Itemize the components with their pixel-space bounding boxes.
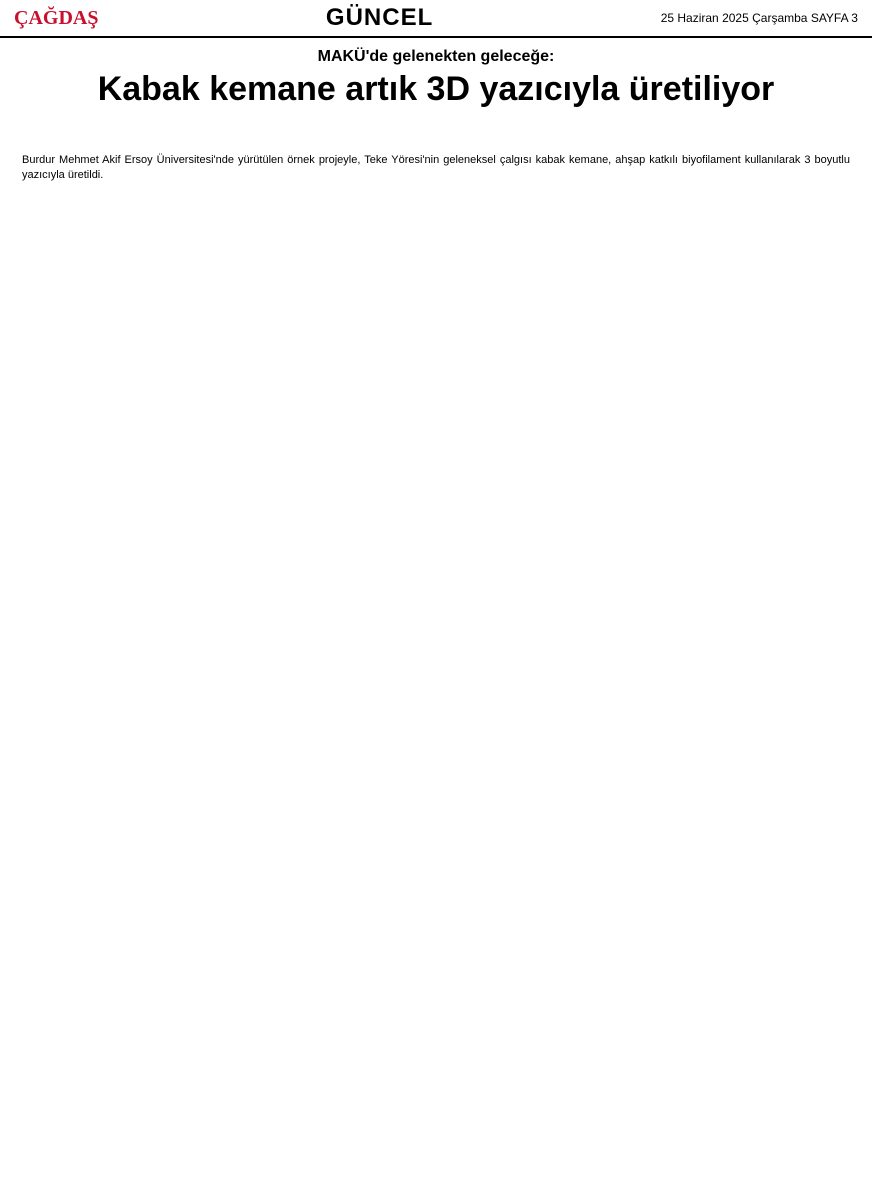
issue-weekday: Çarşamba bbox=[752, 11, 808, 25]
article-lead: Burdur Mehmet Akif Ersoy Üniversitesi'nde yürütülen örnek projeyle, Teke Yöresi'nin geleneksel çalgısı kabak kemane, ahşap katkılı biyofilament kullanılarak 3 boyutlu yazıcıyla üretildi. bbox=[22, 153, 850, 181]
issue-info bbox=[661, 11, 858, 25]
page-number: 3 bbox=[851, 11, 858, 25]
page-label: SAYFA bbox=[810, 11, 848, 25]
article-kicker: MAKÜ'de gelenekten geleceğe: bbox=[317, 48, 555, 65]
section-title: GÜNCEL bbox=[325, 4, 434, 31]
masthead bbox=[0, 0, 872, 38]
issue-date: 25 Haziran 2025 bbox=[660, 11, 749, 25]
main-article bbox=[0, 38, 872, 136]
article-headline: Kabak kemane artık 3D yazıcıyla üretiliyor bbox=[97, 70, 775, 108]
newspaper-logo: ÇAĞDAŞ bbox=[14, 6, 99, 29]
